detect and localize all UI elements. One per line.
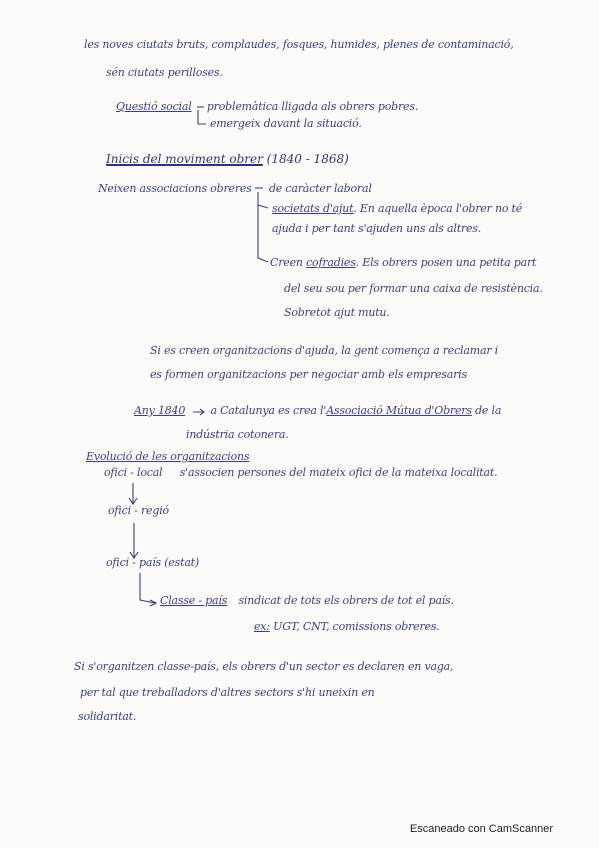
- note-line: solidaritat.: [78, 710, 137, 723]
- term-associacio: Associació Mútua d'Obrers: [326, 404, 472, 417]
- note-line: [104, 466, 497, 480]
- note-line: [254, 620, 440, 634]
- note-line: [116, 100, 418, 114]
- note-line: Si s'organitzen classe-país, els obrers d'un sector es declaren en vaga,: [74, 660, 454, 673]
- note-line: [160, 594, 454, 608]
- down-arrow: [130, 523, 138, 558]
- scanner-watermark: Escaneado con CamScanner: [409, 823, 553, 835]
- term-any: Any 1840: [134, 404, 186, 417]
- body-text: a Catalunya es crea l': [210, 404, 327, 417]
- example-text: UGT, CNT, comissions obreres.: [273, 620, 440, 633]
- note-line: Si es creen organitzacions d'ajuda, la gent comença a reclamar i: [150, 344, 498, 357]
- body-text: de la: [471, 404, 502, 417]
- bullet-text: Neixen associacions obreres: [98, 182, 252, 195]
- term-cuestio-social: Questió social: [116, 100, 192, 113]
- level-label: ofici - regió: [108, 504, 169, 517]
- tree-connector: [258, 192, 268, 262]
- note-line: [98, 182, 372, 196]
- note-line: [272, 202, 522, 216]
- definition-text: sindicat de tots els obrers de tot el país.: [238, 594, 454, 607]
- note-line: sén ciutats perilloses.: [106, 66, 223, 79]
- term-classe: Classe - país: [160, 594, 228, 607]
- tree-branch: [258, 205, 268, 208]
- note-line: per tal que treballadors d'altres sectors s'hi uneixin en: [80, 686, 375, 699]
- section-heading: [86, 450, 249, 464]
- heading-dates: (1840 - 1868): [266, 152, 349, 166]
- level-label: ofici - país (estat): [106, 556, 199, 569]
- note-line: indústria cotonera.: [186, 428, 289, 441]
- note-line: [134, 404, 501, 418]
- elbow-arrow: [140, 573, 155, 603]
- example-label: ex:: [254, 620, 270, 633]
- definition-text: s'associen persones del mateix ofici de la mateixa localitat.: [179, 466, 498, 479]
- prefix-text: Creen: [270, 256, 303, 269]
- heading-title: Evolució de les organitzacions: [86, 450, 250, 463]
- note-line: les noves ciutats bruts, complaudes, fosques, humides, plenes de contaminació,: [84, 38, 514, 51]
- section-heading: [106, 152, 349, 166]
- definition-text: . Els obrers posen una petita part: [355, 256, 537, 269]
- down-arrow: [129, 483, 137, 504]
- term-societats: societats d'ajut: [272, 202, 354, 215]
- note-line: ajuda i per tant s'ajuden uns als altres.: [272, 222, 482, 235]
- note-line: es formen organitzacions per negociar amb els empresaris: [150, 368, 467, 381]
- level-label: ofici - local: [104, 466, 163, 479]
- definition-text: . En aquella època l'obrer no té: [353, 202, 523, 215]
- note-line: del seu sou per formar una caixa de resistència.: [284, 282, 543, 295]
- note-line: [270, 256, 536, 270]
- term-cofradies: cofradies: [306, 256, 356, 269]
- note-line: Sobretot ajut mutu.: [284, 306, 390, 319]
- heading-title: Inicis del moviment obrer: [106, 152, 263, 166]
- arrow-text: de caràcter laboral: [268, 182, 372, 195]
- definition-text: problemàtica lligada als obrers pobres.: [206, 100, 419, 113]
- note-line: emergeix davant la situació.: [210, 117, 362, 130]
